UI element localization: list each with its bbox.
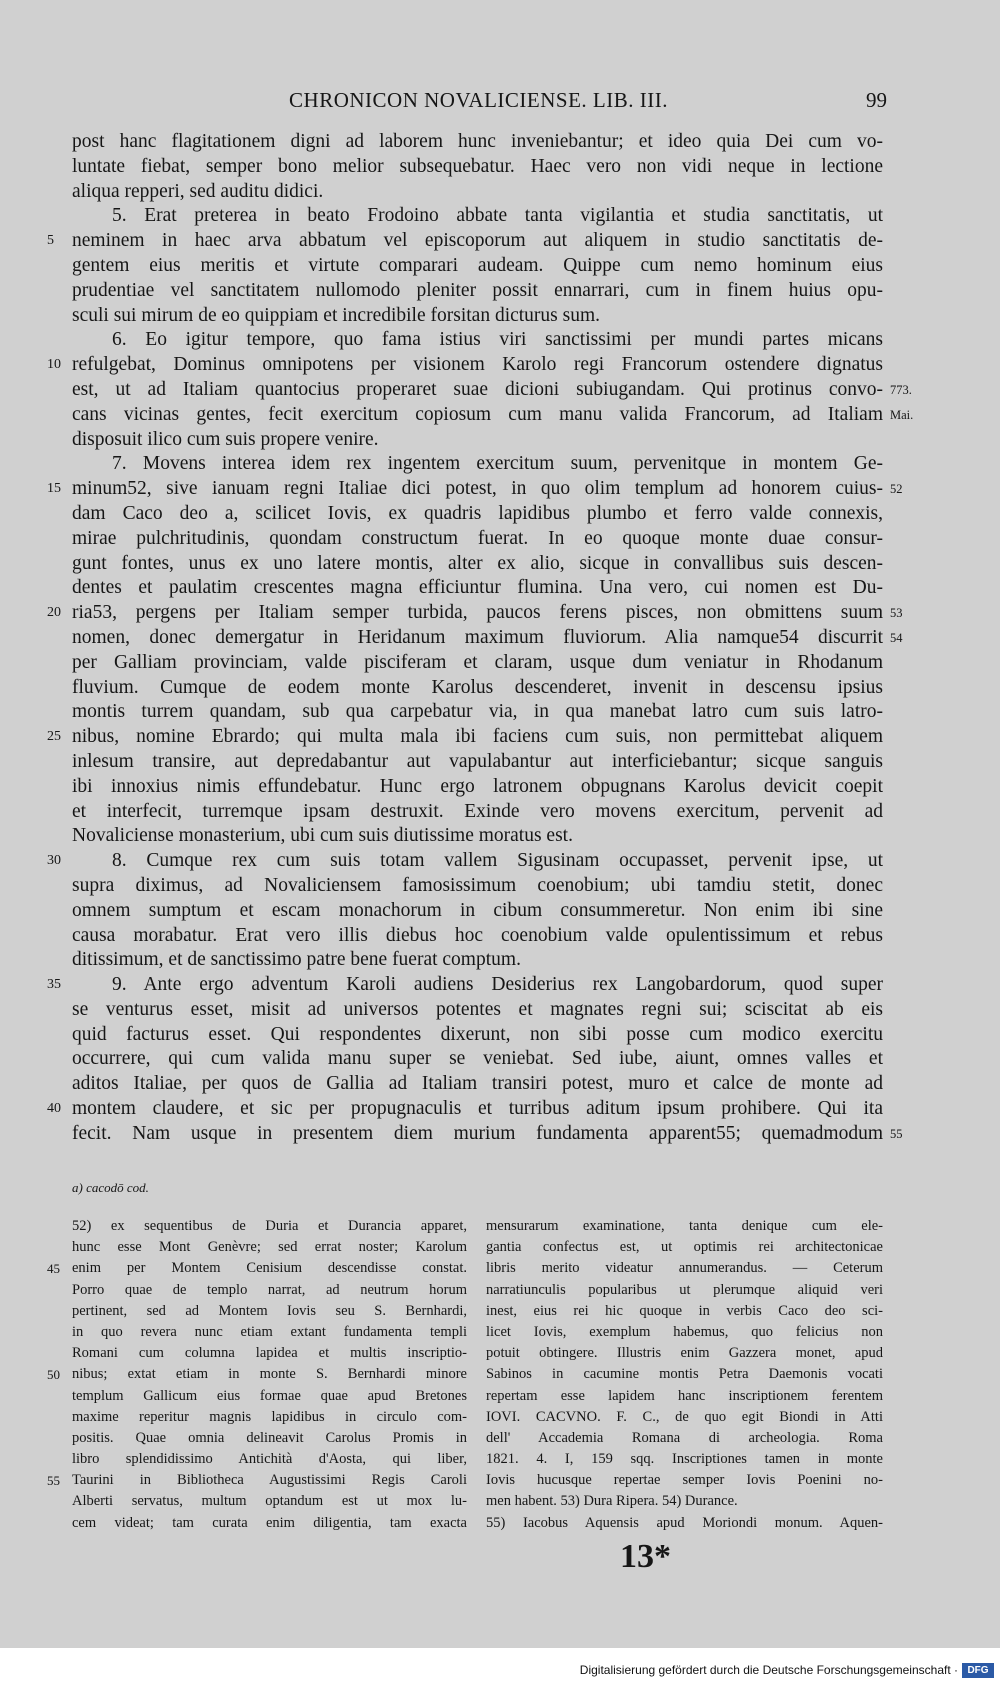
line-text: aliqua repperi, sed auditu didici. (72, 180, 324, 202)
line-text: gantia confectus est, ut optimis rei architectonicae (486, 1239, 883, 1256)
line-text: positis. Quae omnia delineavit Carolus Promis in (72, 1429, 467, 1446)
line-text: 55) Iacobus Aquensis apud Moriondi monum. Aquen- (486, 1514, 883, 1531)
text-line (72, 403, 914, 428)
text-line (72, 1407, 467, 1428)
text-line (72, 204, 883, 229)
line-text: Iovis hucusque repertae semper Iovis Poenini no- (486, 1472, 883, 1489)
line-text: disposuit ilico cum suis propere venire. (72, 428, 379, 450)
line-text: sculi sui mirum de eo quippiam et incredibile forsitan dicturus sum. (72, 304, 601, 326)
text-line (72, 899, 883, 924)
text-line (72, 1072, 883, 1097)
line-text: aditos Italiae, per quos de Gallia ad Italiam transiri potest, muro et calce de monte ad (72, 1073, 883, 1095)
line-text: 1821. 4. I, 159 sqq. Inscriptiones tamen in monte (486, 1451, 883, 1468)
text-line (486, 1258, 883, 1279)
text-line (72, 1280, 467, 1301)
line-text: nibus, nomine Ebrardo; qui multa mala ibi faciens cum suis, non permittebat aliquem (72, 726, 883, 748)
margin-note: 54 (890, 630, 903, 645)
line-text: montis turrem quandam, sub qua carpebatur via, in qua manebat latro cum suis latro- (72, 701, 883, 723)
text-line (486, 1386, 883, 1407)
line-text: 9. Ante ergo adventum Karoli audiens Desiderius rex Langobardorum, quod super (112, 974, 883, 996)
text-line (72, 1386, 467, 1407)
line-number: 35 (47, 977, 61, 993)
line-number: 50 (47, 1367, 60, 1383)
line-text: licet Iovis, exemplum habemus, quo felicius non (486, 1323, 883, 1340)
line-text: 6. Eo igitur tempore, quo fama istius viri sanctissimi per mundi partes micans (112, 329, 883, 351)
text-line (72, 1449, 467, 1470)
line-number: 15 (47, 481, 61, 497)
line-text: inest, eius rei hic quoque in verbis Caco deo sci- (486, 1302, 883, 1319)
line-text: potuit obtingere. Illustris enim Gazzera monet, apud (486, 1345, 883, 1362)
line-text: omnem sumptum et escam monachorum in cibum consummeretur. Non enim ibi sine (72, 899, 883, 921)
signature-mark: 13* (620, 1538, 671, 1575)
margin-note: 53 (890, 606, 903, 621)
text-line (72, 180, 883, 205)
text-line (72, 452, 883, 477)
line-text: luntate fiebat, semper bono melior subsequebatur. Haec vero non vidi neque in lectione (72, 155, 883, 177)
line-text: refulgebat, Dominus omnipotens per visionem Karolo regi Francorum ostendere dignatus (72, 354, 883, 376)
text-line (486, 1301, 883, 1322)
line-text: gentem eius meritis et virtute comparari audeam. Quippe cum nemo hominum eius (72, 254, 883, 276)
text-line (486, 1407, 883, 1428)
text-line (486, 1428, 883, 1449)
text-line (486, 1364, 883, 1385)
text-line (72, 874, 883, 899)
line-text: supra diximus, ad Novaliciensem famosissimum coenobium; ubi tamdiu stetit, donec (72, 874, 883, 896)
text-line (486, 1491, 883, 1512)
line-text: mensurarum examinatione, tanta denique cum ele- (486, 1218, 883, 1234)
text-line (47, 1470, 467, 1491)
text-line (47, 229, 883, 254)
text-line (47, 477, 903, 502)
footer-credit: Digitalisierung gefördert durch die Deutsche Forschungsgemeinschaft · (579, 1663, 958, 1677)
text-line (47, 1097, 883, 1122)
line-text: neminem in haec arva abbatum vel episcoporum aut aliquem in studio sanctitatis de- (72, 230, 883, 252)
text-line (72, 1322, 467, 1343)
text-line (72, 155, 883, 180)
line-number: 45 (47, 1261, 60, 1277)
text-line (72, 328, 883, 353)
text-line (486, 1322, 883, 1343)
text-line (72, 626, 903, 651)
text-line (72, 676, 883, 701)
text-line (47, 725, 883, 750)
line-number: 10 (47, 357, 61, 373)
text-line (72, 1301, 467, 1322)
text-line (72, 924, 883, 949)
margin-note: 52 (890, 482, 903, 497)
line-text: libris merito videatur annumerandus. — Ceterum (486, 1260, 883, 1277)
line-text: ibi innoxius nimis effundebatur. Hunc ergo latronem obpugnans Karolus devicit coepit (72, 775, 883, 797)
text-line (47, 353, 883, 378)
line-text: 7. Movens interea idem rex ingentem exercitum suum, pervenitque in montem Ge- (112, 453, 883, 475)
text-line (72, 800, 883, 825)
line-number: 40 (47, 1101, 61, 1117)
page-number: 99 (866, 88, 887, 112)
text-line (72, 1216, 467, 1237)
line-text: pertinent, sed ad Montem Iovis seu S. Bernhardi, (72, 1302, 467, 1319)
text-line (47, 601, 903, 626)
line-text: montem claudere, et sic per propugnaculis et turribus aditum ipsum prohibere. Qui ita (72, 1098, 883, 1120)
text-line (72, 775, 883, 800)
line-text: dam Caco deo a, scilicet Iovis, ex quadris lapidibus plumbo et ferro valde connexis, (72, 502, 883, 524)
line-text: nibus; extat etiam in monte S. Bernhardi minore (72, 1366, 467, 1383)
text-line (72, 998, 883, 1023)
text-line (47, 973, 883, 998)
line-text: in quo revera nunc etiam extant fundamenta templi (72, 1323, 467, 1340)
text-line (72, 1237, 467, 1258)
text-line (72, 948, 883, 973)
line-text: fluvium. Cumque de eodem monte Karolus descenderet, invenit in descensu ipsius (72, 676, 883, 698)
line-text: Taurini in Bibliotheca Augustissimi Regis Caroli (72, 1472, 467, 1489)
line-text: men habent. 53) Dura Ripera. 54) Durance. (486, 1493, 738, 1510)
line-text: 8. Cumque rex cum suis totam vallem Sigusinam occupasset, pervenit ipse, ut (112, 850, 883, 872)
line-number: 30 (47, 853, 61, 869)
line-text: nomen, donec demergatur in Heridanum maximum fluviorum. Alia namque54 discurrit (72, 626, 883, 648)
text-line (72, 1047, 883, 1072)
line-text: Romani cum columna lapidea et multis inscriptio- (72, 1345, 467, 1362)
text-line (486, 1449, 883, 1470)
text-line (47, 849, 883, 874)
text-line (72, 1122, 903, 1147)
text-line (72, 1491, 467, 1512)
margin-note: Mai. (890, 407, 914, 422)
line-text: quid facturus esset. Qui respondentes dixerunt, non sibi posse cum modico exercitu (72, 1023, 883, 1045)
line-number: 5 (47, 233, 54, 249)
line-text: 5. Erat preterea in beato Frodoino abbate tanta vigilantia et studia sanctitatis, ut (112, 205, 883, 227)
text-line (72, 254, 883, 279)
text-line (72, 502, 883, 527)
line-text: templum Gallicum eius formae quae apud Bretones (72, 1387, 467, 1404)
line-number: 55 (47, 1473, 60, 1489)
text-line (72, 428, 883, 453)
text-line (486, 1513, 883, 1534)
line-number: 20 (47, 605, 61, 621)
text-line (47, 1364, 467, 1385)
line-text: cem videat; tam curata enim diligentia, tam exacta (72, 1514, 467, 1531)
line-text: causa morabatur. Erat vero illis diebus hoc coenobium valde opulentissimum et rebus (72, 924, 883, 946)
text-line (72, 824, 883, 849)
text-line (486, 1216, 883, 1237)
line-text: est, ut ad Italiam quantocius properaret suae dicioni subiugandam. Qui protinus convo- (72, 378, 883, 400)
line-text: IOVI. CACVNO. F. C., de quo egit Biondi in Atti (486, 1408, 883, 1425)
line-text: cans vicinas gentes, fecit exercitum copiosum cum manu valida Francorum, ad Italiam (72, 403, 883, 425)
line-text: per Galliam provinciam, valde pisciferam et claram, usque dum veniatur in Rhodanum (72, 651, 883, 673)
line-text: post hanc flagitationem digni ad laborem hunc inveniebantur; et ideo quia Dei cum vo- (72, 131, 883, 152)
margin-note: 773. (890, 382, 912, 397)
line-text: libro splendidissimo Antichità d'Aosta, qui liber, (72, 1451, 467, 1468)
text-line (72, 378, 912, 403)
line-text: Novaliciense monasterium, ubi cum suis diutissime moratus est. (72, 825, 573, 847)
text-line (72, 130, 883, 155)
text-line (72, 651, 883, 676)
text-line (486, 1343, 883, 1364)
line-number: 25 (47, 729, 61, 745)
line-text: 52) ex sequentibus de Duria et Durancia apparet, (72, 1218, 467, 1234)
text-line (72, 1023, 883, 1048)
line-text: narratiunculis popularibus ut plerumque aliquid veri (486, 1281, 883, 1298)
text-line (72, 279, 883, 304)
text-line (72, 1513, 467, 1534)
line-text: repertam esse lapidem hanc inscriptionem ferentem (486, 1387, 883, 1404)
line-text: occurrere, qui cum valida manu super se veniebat. Sed iube, aiunt, omnes valles et (72, 1048, 883, 1070)
line-text: fecit. Nam usque in presentem diem murium fundamenta apparent55; quemadmodum (72, 1122, 883, 1144)
line-text: minum52, sive ianuam regni Italiae dici potest, in quo olim templum ad honorem cuius- (72, 478, 883, 500)
line-text: se venturus esset, misit ad universos potentes et magnates regni sui; sciscitat ab eis (72, 998, 883, 1020)
footnote-a: a) cacodō cod. (72, 1180, 149, 1195)
line-text: Sabinos in cacumine montis Petra Daemonis vocati (486, 1366, 883, 1383)
line-text: Porro quae de templo narrat, ad neutrum horum (72, 1281, 467, 1298)
line-text: Alberti servatus, multum optandum est ut mox lu- (72, 1493, 467, 1510)
line-text: mirae pulchritudinis, quondam constructum fuerat. In eo quoque monte duae consur- (72, 527, 883, 549)
line-text: maxime reperitur magnis lapidibus in circulo com- (72, 1408, 467, 1425)
line-text: enim per Montem Cenisium descendisse constat. (72, 1260, 467, 1277)
running-title: CHRONICON NOVALICIENSE. LIB. III. (289, 88, 668, 112)
text-line (72, 1428, 467, 1449)
dfg-logo-icon: DFG (962, 1663, 994, 1678)
line-text: dentes et paulatim crescentes magna efficiuntur flumina. Una vero, cui nomen est Du- (72, 577, 883, 599)
line-text: gunt fontes, unus ex uno latere montis, alter ex alio, sicque in convallibus suis descen- (72, 552, 883, 574)
line-text: et interfecit, turremque ipsam destruxit. Exinde vero movens exercitum, pervenit ad (72, 800, 883, 822)
text-line (72, 304, 883, 329)
line-text: ria53, pergens per Italiam semper turbida, paucos ferens pisces, non obmittens suum (72, 602, 883, 624)
notes-left-column (47, 1216, 467, 1534)
line-text: ditissimum, et de sanctissimo patre bene fuerat comptum. (72, 949, 521, 971)
text-line (72, 552, 883, 577)
line-text: hunc esse Mont Genèvre; sed errat noster; Karolum (72, 1239, 467, 1256)
notes-right-column (486, 1216, 883, 1534)
text-line (72, 576, 883, 601)
line-text: prudentiae vel sanctitatem nullomodo pleniter possit ennarrari, cum in finem huius opu- (72, 279, 883, 301)
page-header (70, 88, 887, 116)
line-text: inlesum transire, aut depredabantur aut vapulabantur aut interficiebantur; sicque sanguis (72, 750, 883, 772)
text-line (486, 1470, 883, 1491)
margin-note: 55 (890, 1126, 903, 1141)
text-line (72, 700, 883, 725)
text-line (47, 1258, 467, 1279)
text-line (72, 527, 883, 552)
line-text: dell' Accademia Romana di archeologia. Roma (486, 1429, 883, 1446)
text-line (486, 1280, 883, 1301)
main-text-block (47, 130, 914, 1147)
footer-bar (0, 1660, 1000, 1684)
text-line (486, 1237, 883, 1258)
text-line (72, 750, 883, 775)
text-line (72, 1343, 467, 1364)
